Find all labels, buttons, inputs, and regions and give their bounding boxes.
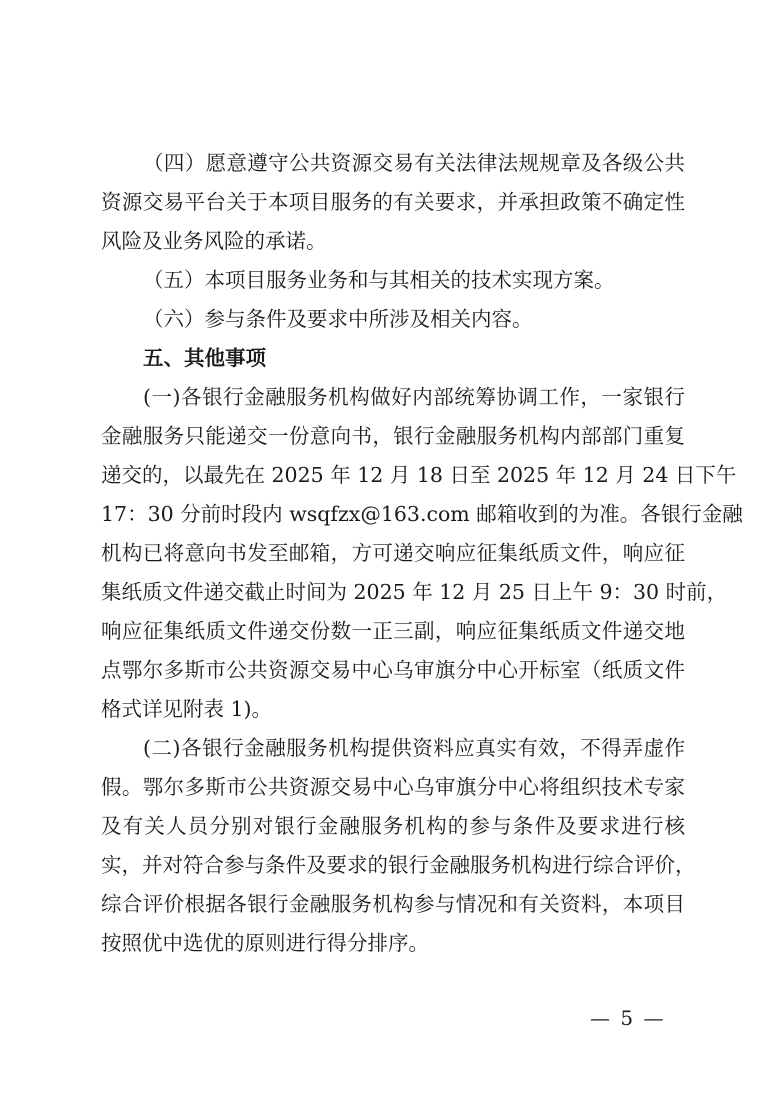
paragraph bbox=[101, 729, 696, 963]
text-line: 集纸质文件递交截止时间为 2025 年 12 月 25 日上午 9：30 时前， bbox=[101, 580, 728, 604]
paragraph bbox=[101, 144, 685, 261]
text-line: 综合评价根据各银行金融服务机构参与情况和有关资料，本项目 bbox=[101, 892, 685, 916]
text-line: 格式详见附表 1)。 bbox=[101, 697, 273, 721]
text-line: 假。鄂尔多斯市公共资源交易中心乌审旗分中心将组织技术专家 bbox=[101, 775, 685, 799]
text-line: 响应征集纸质文件递交份数一正三副，响应征集纸质文件递交地 bbox=[101, 619, 685, 643]
document-body bbox=[101, 144, 743, 963]
text-line: 机构已将意向书发至邮箱，方可递交响应征集纸质文件，响应征 bbox=[101, 541, 685, 565]
text-line: （五）本项目服务业务和与其相关的技术实现方案。 bbox=[143, 268, 615, 292]
paragraph bbox=[101, 300, 685, 339]
text-line: (一)各银行金融服务机构做好内部统筹协调工作，一家银行 bbox=[143, 385, 685, 409]
page-number: — 5 — bbox=[590, 1006, 666, 1030]
section-heading bbox=[101, 339, 685, 378]
paragraph bbox=[101, 378, 743, 729]
text-line: 17：30 分前时段内 wsqfzx@163.com 邮箱收到的为准。各银行金融 bbox=[101, 502, 743, 526]
text-line: （四）愿意遵守公共资源交易有关法律法规规章及各级公共 bbox=[143, 151, 685, 175]
text-line: 递交的，以最先在 2025 年 12 月 18 日至 2025 年 12 月 24 日下午 bbox=[101, 463, 737, 487]
text-line: 金融服务只能递交一份意向书，银行金融服务机构内部部门重复 bbox=[101, 424, 685, 448]
text-line: 五、其他事项 bbox=[143, 346, 266, 370]
text-line: 风险及业务风险的承诺。 bbox=[101, 229, 327, 253]
text-line: 实，并对符合参与条件及要求的银行金融服务机构进行综合评价， bbox=[101, 853, 696, 877]
text-line: 资源交易平台关于本项目服务的有关要求，并承担政策不确定性 bbox=[101, 190, 685, 214]
paragraph bbox=[101, 261, 685, 300]
text-line: 及有关人员分别对银行金融服务机构的参与条件及要求进行核 bbox=[101, 814, 685, 838]
text-line: （六）参与条件及要求中所涉及相关内容。 bbox=[143, 307, 533, 331]
text-line: 按照优中选优的原则进行得分排序。 bbox=[101, 931, 429, 955]
text-line: (二)各银行金融服务机构提供资料应真实有效，不得弄虚作 bbox=[143, 736, 685, 760]
text-line: 点鄂尔多斯市公共资源交易中心乌审旗分中心开标室（纸质文件 bbox=[101, 658, 685, 682]
